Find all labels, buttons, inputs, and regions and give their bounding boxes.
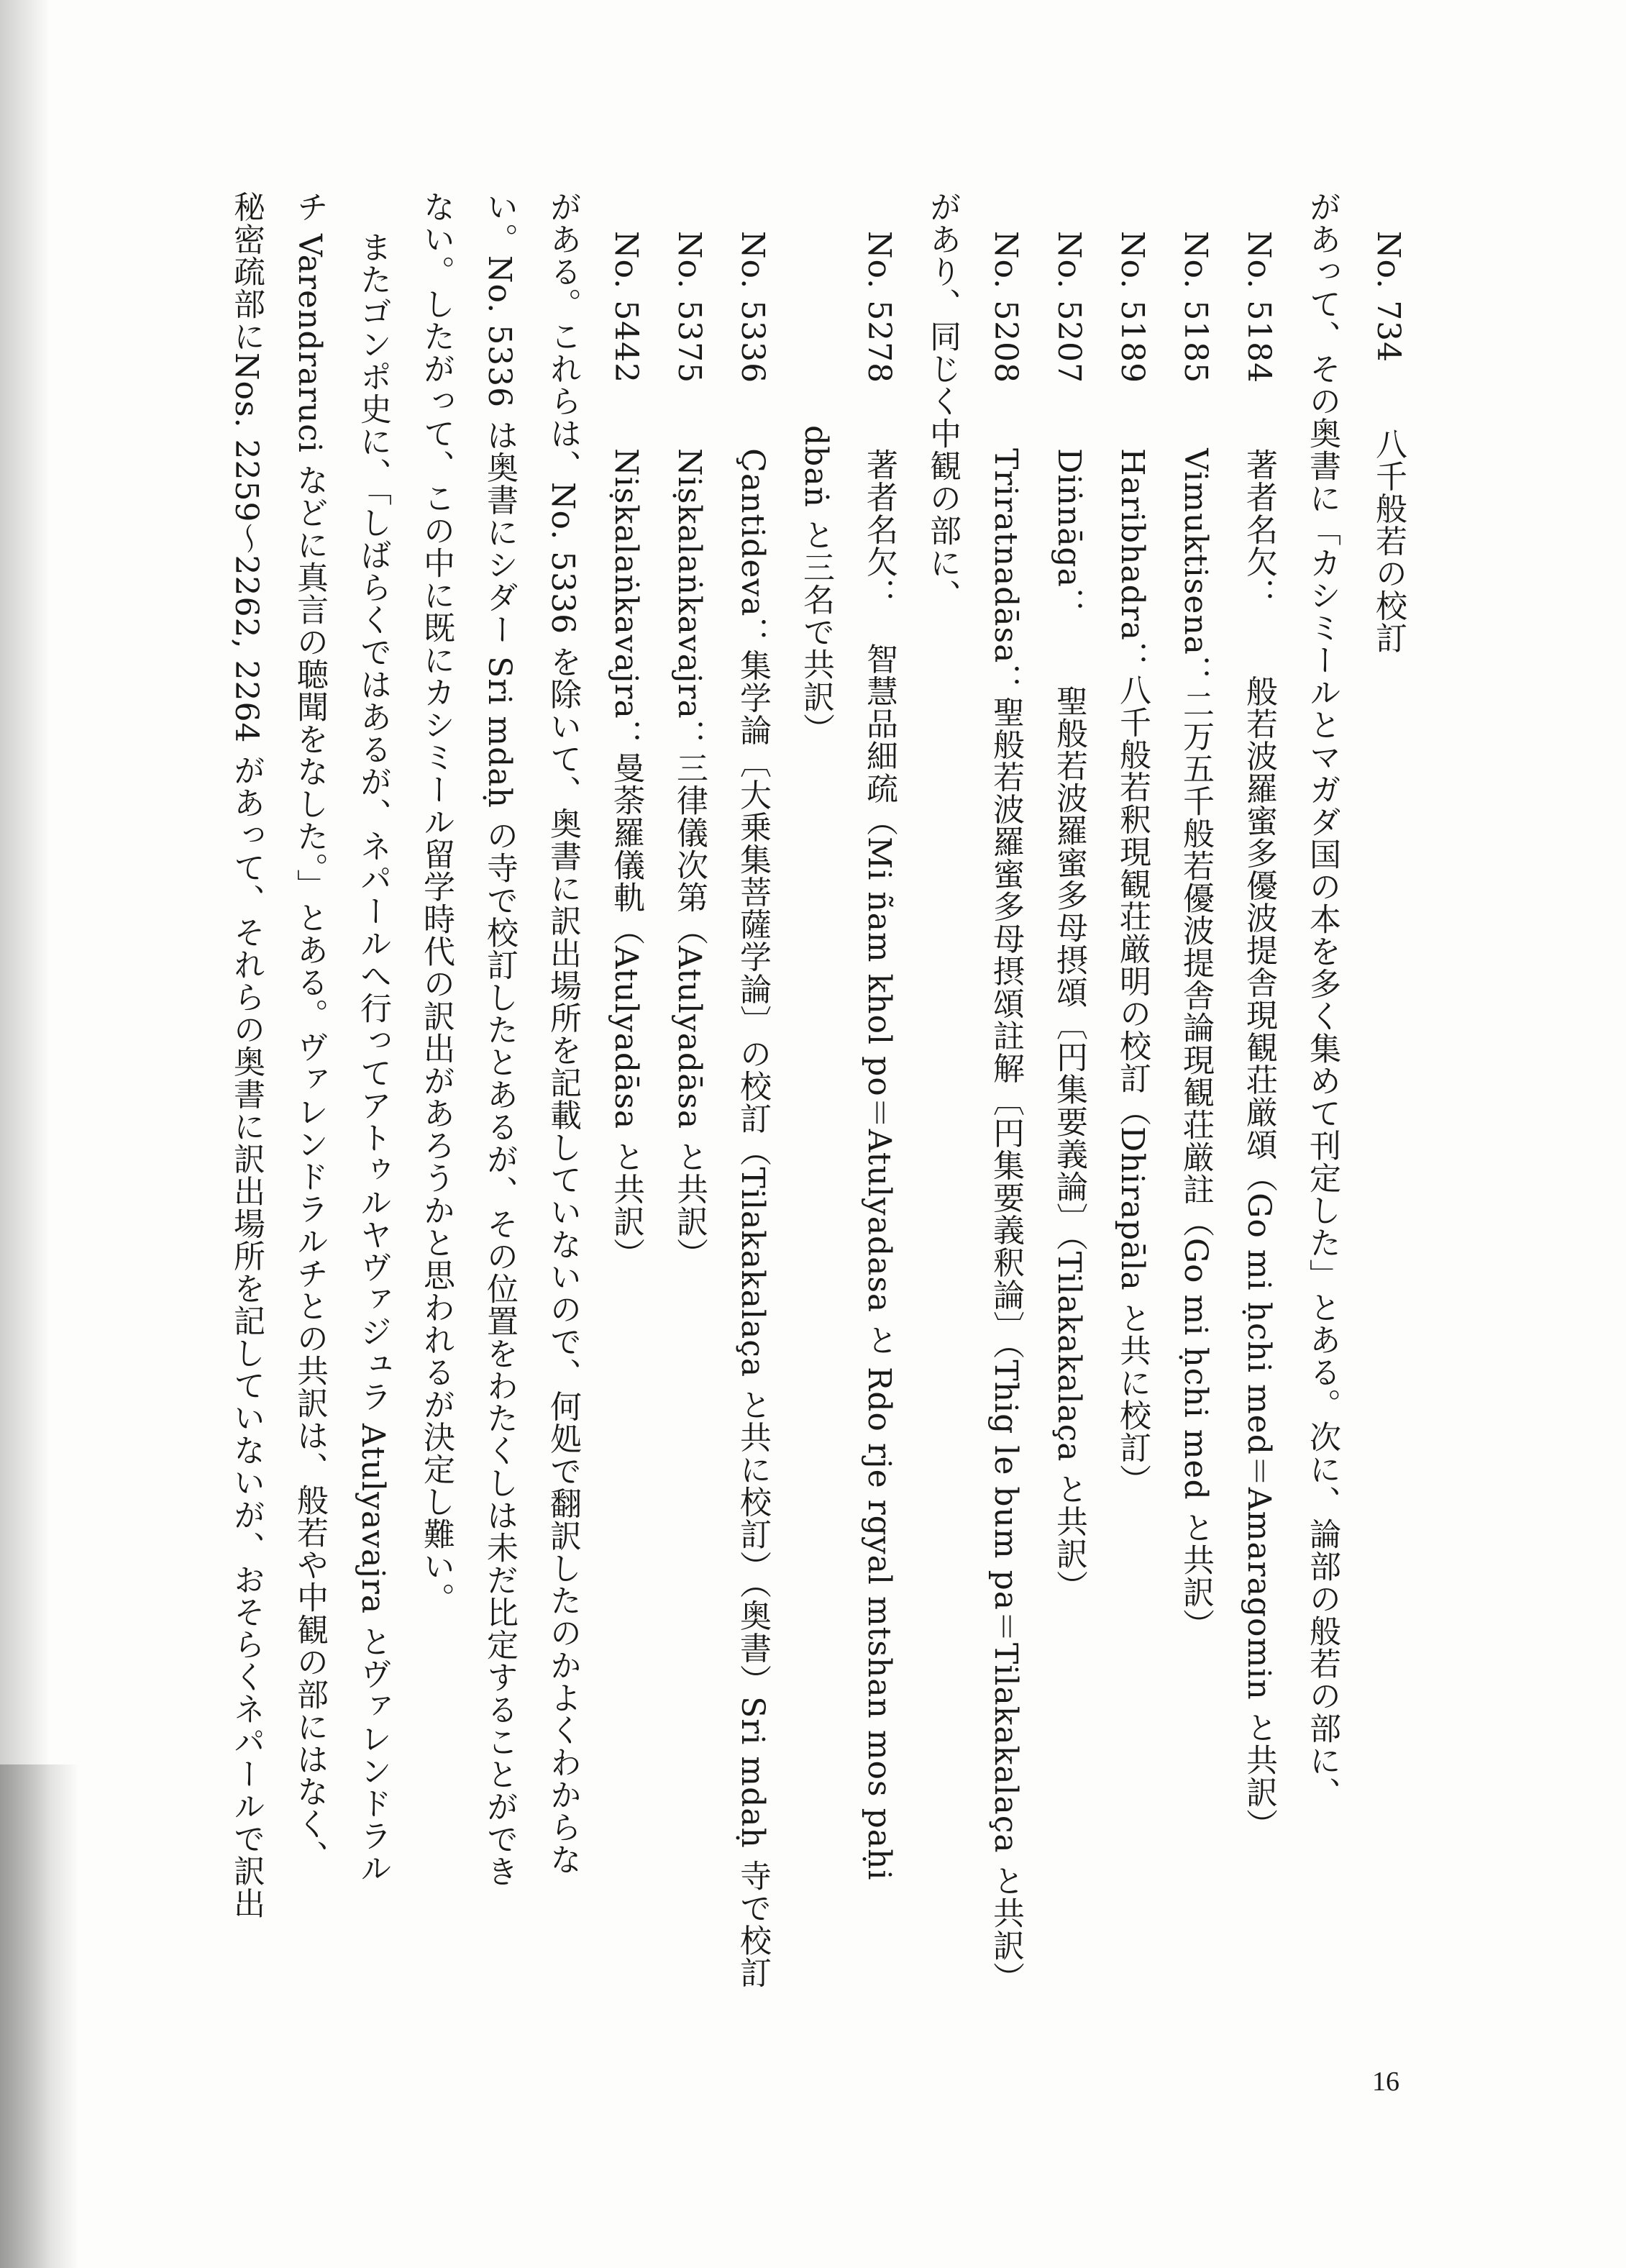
page-number: 16 [1372, 2067, 1399, 2097]
text-line: またゴンポ史に、「しばらくではあるが、ネパールへ行ってアトゥルヤヴァジュラ Atulyavajra とヴァレンドラル [355, 231, 391, 1885]
text-line: No. 5278 著者名欠： 智慧品細疏（Mi ñam khol po＝Atulyadasa と Rdo rje rgyal mtshan mos paḥi [861, 231, 898, 1881]
text-line: があり、同じく中観の部に、 [924, 191, 961, 611]
text-line: No. 5185 Vimuktisena：二万五千般若優波提舎論現観荘厳註（Go mi ḥchi med と共訳） [1177, 231, 1214, 1641]
text-line: No. 5189 Haribhadra：八千般若釈現観荘厳明の校訂（Dhirapāla と共に校訂） [1114, 231, 1151, 1496]
text-line: No. 5207 Diṅnāga： 聖般若波羅蜜多母摂頌〔円集要義論〕（Tilakakalaça と共訳） [1051, 231, 1087, 1603]
vertical-text-block [205, 191, 1410, 2032]
text-line: チ Varendraruci などに真言の聴聞をなした。」とある。ヴァレンドラルチとの共訳は、般若や中観の部にはなく、 [291, 191, 328, 1872]
text-line: No. 5208 Triratnadāsa：聖般若波羅蜜多母摂頌註解〔円集要義釈論〕（Thig le bum pa＝Tilakakalaça と共訳） [987, 231, 1024, 1994]
text-line: No. 5336 Çantideva：集学論〔大乗集菩薩学論〕の校訂（Tilakakalaça と共に校訂）（奥書）Sri mdaḥ 寺で校訂 [734, 231, 771, 1989]
text-line: No. 5442 Niṣkalaṅkavajra：曼荼羅儀軌（Atulyadāsa と共訳） [608, 231, 644, 1270]
text-line: No. 5184 著者名欠： 般若波羅蜜多優波提舎現観荘厳頌（Go mi ḥchi med＝Amaragomin と共訳） [1241, 231, 1277, 1841]
text-line: 秘密疏部にNos. 2259～2262, 2264 があって、それらの奥書に訳出場所を記していないが、おそらくネパールで訳出 [228, 191, 265, 1920]
text-line: があって、その奥書に「カシミールとマガダ国の本を多く集めて刊定した」とある。次に、論部の般若の部に、 [1304, 191, 1340, 1809]
text-line: がある。これらは、No. 5336 を除いて、奥書に訳出場所を記載していないので、何処で翻訳したのかよくわからな [544, 191, 581, 1876]
text-line: dbaṅ と三名で共訳） [798, 231, 834, 745]
text-line: い。No. 5336 は奥書にシダー Sri mdaḥ の寺で校訂したとあるが、その位置をわたくしは未だ比定することができ [481, 191, 518, 1887]
scan-edge-shadow-bottom [0, 1764, 79, 2268]
text-line: No. 734 八千般若の校訂 [1370, 231, 1407, 655]
text-line: No. 5375 Niṣkalaṅkavajra：三律儀次第（Atulyadāsa と共訳） [671, 231, 708, 1270]
text-line: ない。したがって、この中に既にカシミール留学時代の訳出があろうかと思われるが決定し難い。 [418, 191, 455, 1615]
